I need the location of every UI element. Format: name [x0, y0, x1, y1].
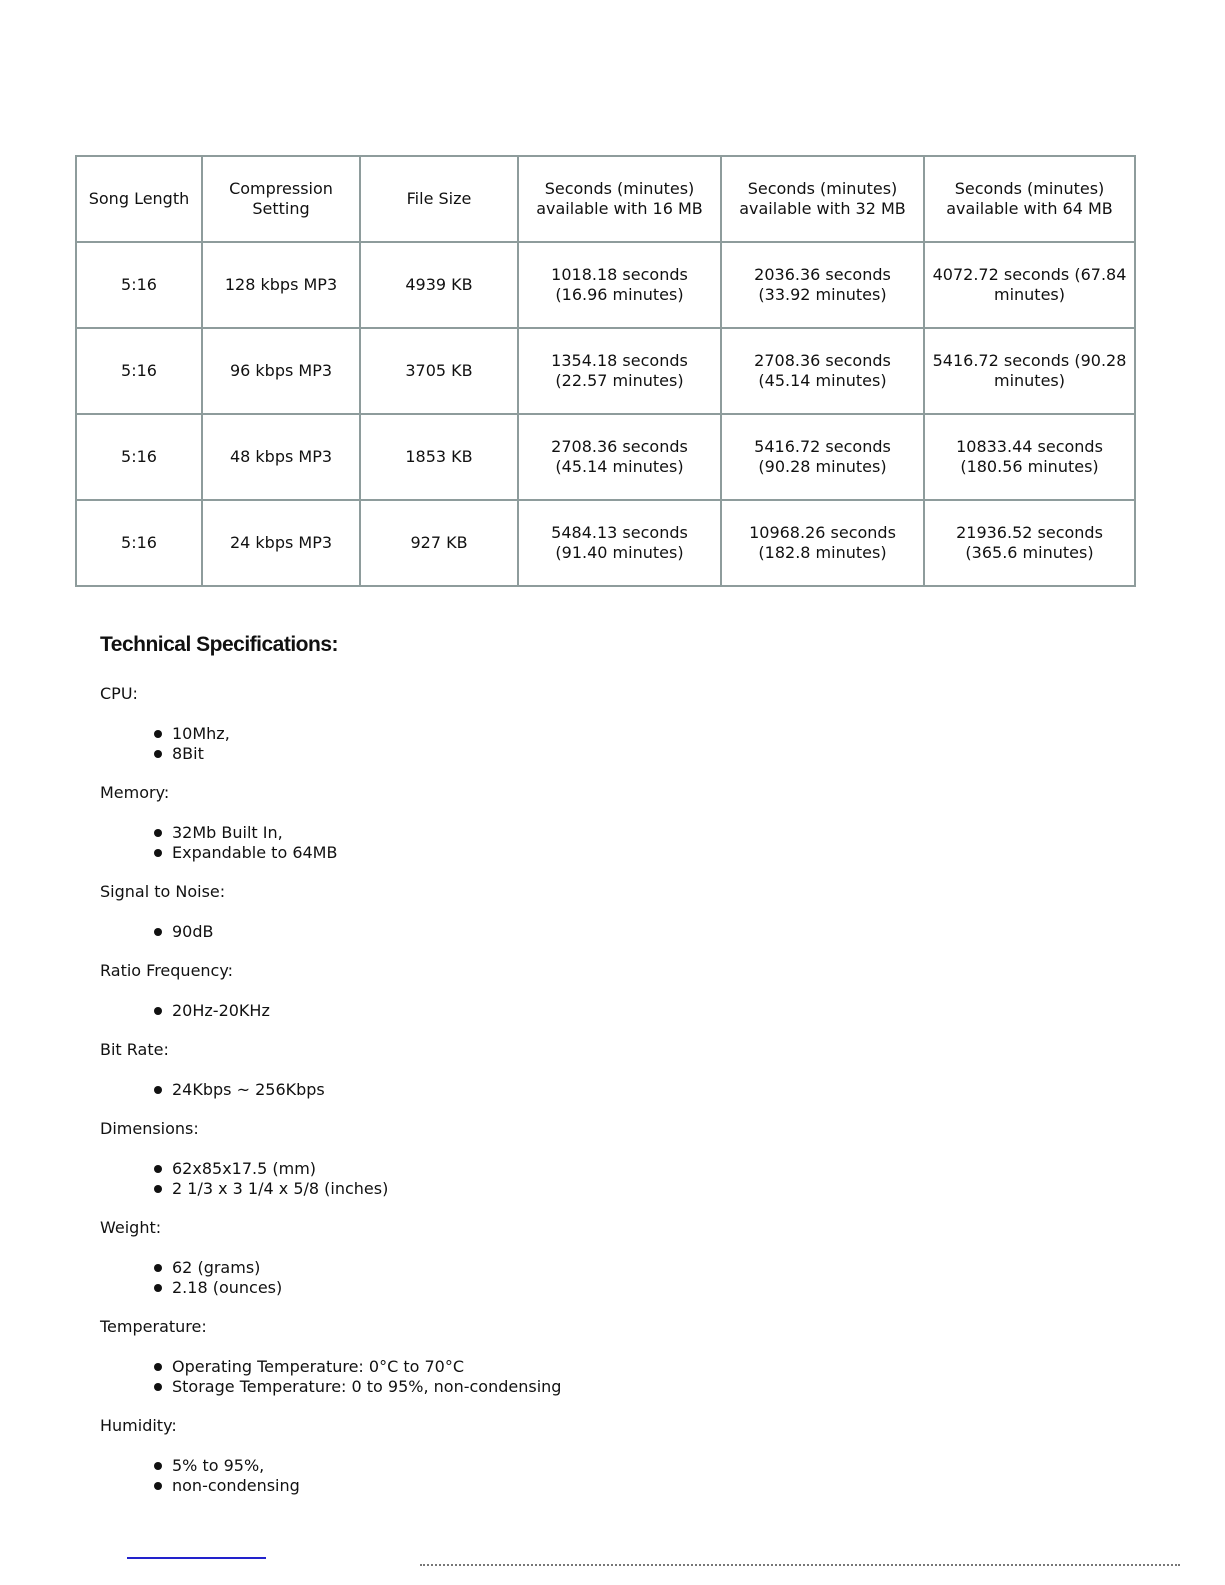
cell-text-line: minutes): [993, 285, 1065, 304]
bullet-icon: [154, 1383, 162, 1391]
bullet-icon: [154, 1086, 162, 1094]
cell-text-line: 2036.36 seconds: [754, 265, 891, 284]
list-item: [154, 744, 1000, 764]
table-cell: [76, 414, 202, 500]
spec-label: Signal to Noise:: [100, 882, 226, 901]
table-cell: [360, 242, 518, 328]
spec-items: [100, 724, 1000, 764]
list-item-text: 62x85x17.5 (mm): [172, 1159, 317, 1178]
bullet-icon: [154, 1462, 162, 1470]
table-cell: [202, 328, 360, 414]
list-item-text: 32Mb Built In,: [172, 823, 283, 842]
table-cell: [518, 414, 721, 500]
table-cell: [76, 242, 202, 328]
cell-text-line: (91.40 minutes): [555, 543, 684, 562]
storage-capacity-table: [75, 155, 1136, 587]
bullet-icon: [154, 1264, 162, 1272]
list-item-text: 8Bit: [172, 744, 204, 763]
cell-text-line: (45.14 minutes): [555, 457, 684, 476]
spec-list: [100, 684, 1000, 1515]
column-header: [721, 156, 924, 242]
table-cell: [518, 328, 721, 414]
table-cell: [721, 500, 924, 586]
cell-text-line: Seconds (minutes): [954, 179, 1105, 198]
footer-divider: [420, 1564, 1180, 1566]
list-item-text: 62 (grams): [172, 1258, 261, 1277]
column-header: [360, 156, 518, 242]
cell-text-line: 2708.36 seconds: [551, 437, 688, 456]
list-item-text: 5% to 95%,: [172, 1456, 265, 1475]
footer-link-underline: [127, 1557, 266, 1559]
column-header: [76, 156, 202, 242]
table-cell: [76, 500, 202, 586]
cell-text-line: 5:16: [121, 361, 157, 380]
bullet-icon: [154, 1284, 162, 1292]
cell-text-line: File Size: [406, 189, 472, 208]
cell-text-line: 5:16: [121, 447, 157, 466]
list-item: [154, 922, 1000, 942]
list-item: [154, 1377, 1000, 1397]
table-cell: [518, 242, 721, 328]
cell-text-line: Song Length: [88, 189, 190, 208]
table-cell: [360, 414, 518, 500]
bullet-icon: [154, 829, 162, 837]
spec-label: Dimensions:: [100, 1119, 199, 1138]
bullet-icon: [154, 730, 162, 738]
table-row: [76, 500, 1135, 586]
spec-label: Bit Rate:: [100, 1040, 169, 1059]
spec-heading: Technical Specifications:: [100, 633, 339, 656]
table-cell: [360, 500, 518, 586]
cell-text-line: 5484.13 seconds: [551, 523, 688, 542]
list-item: [154, 724, 1000, 744]
table-row: [76, 242, 1135, 328]
column-header: [518, 156, 721, 242]
table-row: [76, 328, 1135, 414]
cell-text-line: 21936.52 seconds: [956, 523, 1103, 542]
column-header: [924, 156, 1135, 242]
cell-text-line: 10968.26 seconds: [749, 523, 896, 542]
list-item: [154, 1001, 1000, 1021]
table-cell: [924, 328, 1135, 414]
cell-text-line: 3705 KB: [405, 361, 473, 380]
list-item: [154, 843, 1000, 863]
list-item: [154, 1357, 1000, 1377]
table-cell: [518, 500, 721, 586]
list-item: [154, 1258, 1000, 1278]
cell-text-line: 1354.18 seconds: [551, 351, 688, 370]
list-item-text: 90dB: [172, 922, 214, 941]
spec-group: [100, 1040, 1000, 1100]
list-item-text: Expandable to 64MB: [172, 843, 338, 862]
cell-text-line: (45.14 minutes): [758, 371, 887, 390]
spec-group: [100, 1317, 1000, 1397]
spec-label: Ratio Frequency:: [100, 961, 234, 980]
spec-label: Temperature:: [100, 1317, 207, 1336]
list-item: [154, 1278, 1000, 1298]
bullet-icon: [154, 849, 162, 857]
spec-items: [100, 1080, 1000, 1100]
cell-text-line: available with 32 MB: [739, 199, 906, 218]
table-row: [76, 414, 1135, 500]
list-item: [154, 1159, 1000, 1179]
bullet-icon: [154, 750, 162, 758]
cell-text-line: 5:16: [121, 275, 157, 294]
cell-text-line: (365.6 minutes): [965, 543, 1094, 562]
cell-text-line: 1018.18 seconds: [551, 265, 688, 284]
spec-label: Humidity:: [100, 1416, 177, 1435]
table-cell: [76, 328, 202, 414]
list-item: [154, 1456, 1000, 1476]
list-item-text: 20Hz-20KHz: [172, 1001, 270, 1020]
list-item-text: 2 1/3 x 3 1/4 x 5/8 (inches): [172, 1179, 389, 1198]
bullet-icon: [154, 1482, 162, 1490]
cell-text-line: available with 64 MB: [946, 199, 1113, 218]
bullet-icon: [154, 1185, 162, 1193]
spec-items: [100, 823, 1000, 863]
cell-text-line: 5416.72 seconds: [754, 437, 891, 456]
list-item-text: non-condensing: [172, 1476, 300, 1495]
column-header: [202, 156, 360, 242]
list-item-text: 24Kbps ~ 256Kbps: [172, 1080, 325, 1099]
cell-text-line: (22.57 minutes): [555, 371, 684, 390]
cell-text-line: 48 kbps MP3: [229, 447, 333, 466]
cell-text-line: 96 kbps MP3: [229, 361, 333, 380]
spec-items: [100, 1001, 1000, 1021]
spec-items: [100, 922, 1000, 942]
cell-text-line: (33.92 minutes): [758, 285, 887, 304]
spec-items: [100, 1258, 1000, 1298]
table-cell: [721, 414, 924, 500]
spec-group: [100, 1218, 1000, 1298]
list-item: [154, 1080, 1000, 1100]
cell-text-line: Seconds (minutes): [544, 179, 695, 198]
list-item: [154, 1179, 1000, 1199]
spec-group: [100, 882, 1000, 942]
list-item-text: Storage Temperature: 0 to 95%, non-condensing: [172, 1377, 562, 1396]
table-cell: [924, 414, 1135, 500]
cell-text-line: (180.56 minutes): [960, 457, 1099, 476]
cell-text-line: Setting: [252, 199, 310, 218]
spec-label: CPU:: [100, 684, 138, 703]
cell-text-line: 4072.72 seconds (67.84: [932, 265, 1127, 284]
spec-items: [100, 1357, 1000, 1397]
table-cell: [721, 242, 924, 328]
table-cell: [721, 328, 924, 414]
cell-text-line: 10833.44 seconds: [956, 437, 1103, 456]
bullet-icon: [154, 928, 162, 936]
bullet-icon: [154, 1007, 162, 1015]
bullet-icon: [154, 1165, 162, 1173]
cell-text-line: 2708.36 seconds: [754, 351, 891, 370]
table-body: [76, 242, 1135, 586]
table-cell: [202, 414, 360, 500]
cell-text-line: minutes): [993, 371, 1065, 390]
spec-items: [100, 1159, 1000, 1199]
bullet-icon: [154, 1363, 162, 1371]
cell-text-line: 24 kbps MP3: [229, 533, 333, 552]
spec-group: [100, 783, 1000, 863]
cell-text-line: 1853 KB: [405, 447, 473, 466]
table-cell: [202, 242, 360, 328]
cell-text-line: Seconds (minutes): [747, 179, 898, 198]
list-item-text: 2.18 (ounces): [172, 1278, 283, 1297]
list-item: [154, 1476, 1000, 1496]
spec-items: [100, 1456, 1000, 1496]
table-cell: [924, 242, 1135, 328]
list-item-text: Operating Temperature: 0°C to 70°C: [172, 1357, 465, 1376]
spec-label: Weight:: [100, 1218, 162, 1237]
cell-text-line: (90.28 minutes): [758, 457, 887, 476]
cell-text-line: 5416.72 seconds (90.28: [932, 351, 1127, 370]
table-cell: [924, 500, 1135, 586]
cell-text-line: 927 KB: [410, 533, 468, 552]
cell-text-line: (16.96 minutes): [555, 285, 684, 304]
list-item: [154, 823, 1000, 843]
table-header-row: [76, 156, 1135, 242]
cell-text-line: (182.8 minutes): [758, 543, 887, 562]
spec-group: [100, 1119, 1000, 1199]
spec-group: [100, 684, 1000, 764]
spec-group: [100, 961, 1000, 1021]
spec-label: Memory:: [100, 783, 170, 802]
table-cell: [202, 500, 360, 586]
cell-text-line: 5:16: [121, 533, 157, 552]
spec-group: [100, 1416, 1000, 1496]
cell-text-line: 4939 KB: [405, 275, 473, 294]
cell-text-line: 128 kbps MP3: [224, 275, 338, 294]
table-cell: [360, 328, 518, 414]
cell-text-line: available with 16 MB: [536, 199, 703, 218]
cell-text-line: Compression: [229, 179, 333, 198]
list-item-text: 10Mhz,: [172, 724, 230, 743]
